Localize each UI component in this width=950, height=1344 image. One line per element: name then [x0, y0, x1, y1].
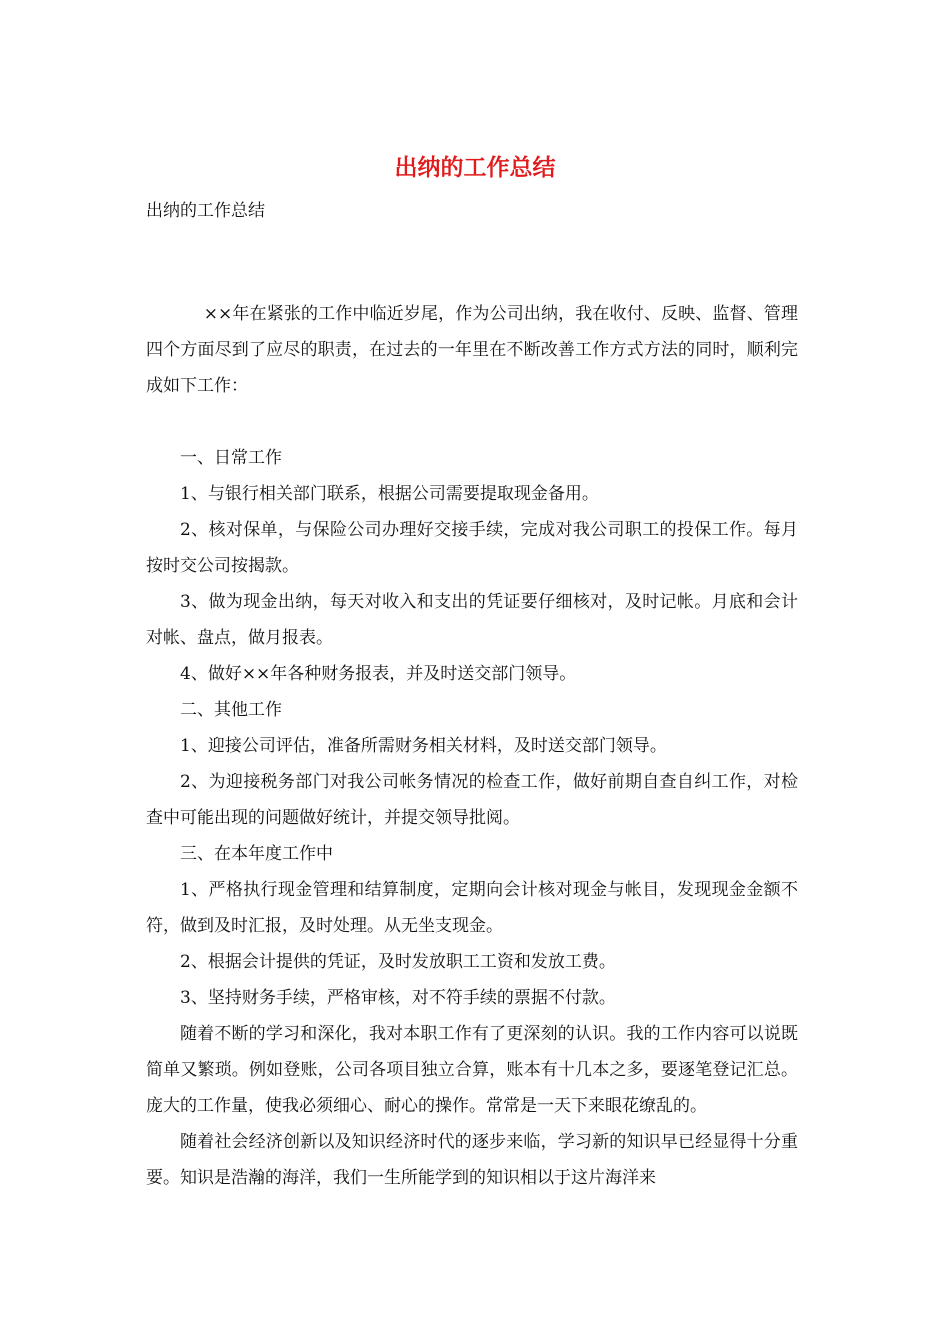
section-heading: 一、日常工作 [180, 448, 282, 468]
body-paragraph: 随着不断的学习和深化，我对本职工作有了更深刻的认识。我的工作内容可以说既简单又繁琐。例如登账，公司各项目独立合算，账本有十几本之多，要逐笔登记汇总。庞大的工作量，使我必须细心、耐心的操作。常常是一天下来眼花缭乱的。 [146, 1024, 798, 1116]
list-item: 3、做为现金出纳，每天对收入和支出的凭证要仔细核对，及时记帐。月底和会计对帐、盘点，做月报表。 [146, 592, 798, 648]
list-item: 3、坚持财务手续，严格审核，对不符手续的票据不付款。 [180, 988, 616, 1008]
list-item: 2、根据会计提供的凭证，及时发放职工工资和发放工费。 [180, 952, 616, 972]
list-item: 1、与银行相关部门联系，根据公司需要提取现金备用。 [180, 484, 599, 504]
list-item: 4、做好××年各种财务报表，并及时送交部门领导。 [180, 664, 577, 684]
section-heading: 二、其他工作 [180, 700, 282, 720]
paragraph-gap [146, 404, 798, 440]
list-item: 2、核对保单，与保险公司办理好交接手续，完成对我公司职工的投保工作。每月按时交公司按揭款。 [146, 520, 798, 576]
list-item: 1、迎接公司评估，准备所需财务相关材料，及时送交部门领导。 [180, 736, 667, 756]
document-title: 出纳的工作总结 [394, 154, 556, 181]
section-heading: 三、在本年度工作中 [180, 844, 333, 864]
intro-paragraph: ××年在紧张的工作中临近岁尾，作为公司出纳，我在收付、反映、监督、管理四个方面尽到了应尽的职责，在过去的一年里在不断改善工作方式方法的同时，顺利完成如下工作： [146, 304, 798, 396]
list-item: 1、严格执行现金管理和结算制度，定期向会计核对现金与帐目，发现现金金额不符，做到及时汇报，及时处理。从无坐支现金。 [146, 880, 798, 936]
body-paragraph: 随着社会经济创新以及知识经济时代的逐步来临，学习新的知识早已经显得十分重要。知识是浩瀚的海洋，我们一生所能学到的知识相以于这片海洋来 [146, 1132, 798, 1188]
document-body [146, 296, 798, 1196]
document-subtitle: 出纳的工作总结 [146, 201, 265, 221]
list-item: 2、为迎接税务部门对我公司帐务情况的检查工作，做好前期自查自纠工作，对检查中可能出现的问题做好统计，并提交领导批阅。 [146, 772, 798, 828]
